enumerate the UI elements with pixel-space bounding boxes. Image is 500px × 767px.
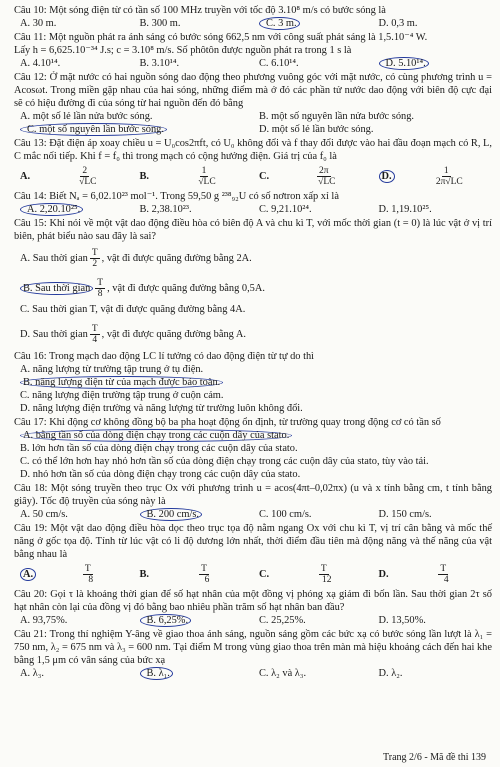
option-d bbox=[373, 166, 493, 187]
question-15 bbox=[14, 217, 492, 349]
question-stem: Câu 12: Ở mặt nước có hai nguồn sóng dao động theo phương vuông góc với mặt nước, có cùng phương trình u = Acosωt. Trong miền gặp nhau của hai sóng, những điểm mà ở đó các phần tử nước dao động với biên độ cực đại sẽ có hiệu đường đi của sóng từ hai nguồn đến đó bằng bbox=[14, 72, 492, 109]
option-c: C. 100 cm/s. bbox=[259, 509, 312, 520]
question-16 bbox=[14, 350, 492, 415]
option-d: D. 150 cm/s. bbox=[378, 509, 432, 520]
option-a: A. 30 m. bbox=[20, 18, 57, 29]
fraction: 2 √LC bbox=[79, 165, 97, 187]
fraction: T 4 bbox=[440, 563, 449, 585]
question-19 bbox=[14, 522, 492, 587]
answer-circle: B. Sau thời gian bbox=[20, 282, 93, 295]
question-20 bbox=[14, 588, 492, 627]
fraction: T 8 bbox=[84, 563, 94, 585]
option-b: B. 3.10¹⁴. bbox=[139, 58, 180, 69]
option-b: B. 300 m. bbox=[139, 18, 181, 29]
option-b: B. 2,38.10²³. bbox=[139, 204, 192, 215]
answer-circle: B. 6,25%. bbox=[140, 614, 192, 627]
fraction: 1 √LC bbox=[198, 165, 216, 187]
option-c: C. 6.10¹⁴. bbox=[259, 58, 299, 69]
option-a: A. 50 cm/s. bbox=[20, 509, 68, 520]
page-footer: Trang 2/6 - Mã đề thi 139 bbox=[383, 752, 486, 763]
option-c: C. λ₂ và λ₃. bbox=[259, 668, 307, 679]
question-21 bbox=[14, 628, 492, 680]
question-14 bbox=[14, 190, 492, 216]
fraction: T 8 bbox=[97, 277, 104, 299]
option-d: D. 0,3 m. bbox=[378, 18, 418, 29]
question-stem: Câu 17: Khi động cơ không đồng bộ ba pha hoạt động ổn định, từ trường quay trong động cơ có tần số bbox=[14, 417, 441, 428]
answer-circle: A. bbox=[20, 568, 36, 581]
option-c bbox=[253, 17, 373, 30]
option-d bbox=[373, 57, 493, 70]
option-b: B. lớn hơn tần số của dòng điện chạy trong các cuộn dây của stato. bbox=[20, 443, 298, 454]
option-c: C. 2π √LC bbox=[253, 166, 373, 187]
question-stem: Câu 21: Trong thí nghiệm Y-âng về giao thoa ánh sáng, nguồn sáng gồm các bức xạ có bước sóng lần lượt là λ₁ = 750 nm, λ₂ = 675 nm và λ₃ = 600 nm. Tại điểm M trong vùng giao thoa trên màn mà hiệu khoảng cách đến hai khe bằng 1,5 μm có vân sáng của bức xạ bbox=[14, 629, 492, 666]
option-c: C. 9,21.10²⁴. bbox=[259, 204, 312, 215]
option-c: C. 25,25%. bbox=[259, 615, 306, 626]
option-d: D. λ₂. bbox=[378, 668, 403, 679]
question-stem: Câu 15: Khi nói về một vật dao động điều hòa có biên độ A và chu kì T, với mốc thời gian (t = 0) là lúc vật ở vị trí biên, phát biểu nào sau đây là sai? bbox=[14, 218, 492, 242]
question-stem: Câu 14: Biết Nₐ = 6,02.10²³ mol⁻¹. Trong 59,50 g ²³⁸₉₂U có số nơtron xấp xỉ là bbox=[14, 191, 339, 202]
option-b bbox=[134, 667, 254, 680]
option-c bbox=[14, 123, 253, 136]
question-stem: Câu 19: Một vật dao động điều hòa dọc theo trục tọa độ nằm ngang Ox với chu kì T, vị trí cân bằng và mốc thế năng ở gốc tọa độ. Tính từ lúc vật có li độ dương lớn nhất, thời điểm đầu tiên mà động năng và thế năng của vật bằng nhau là bbox=[14, 523, 492, 560]
exam-page bbox=[14, 4, 492, 681]
option-c: C. năng lượng điện trường tập trung ở cuộn cảm. bbox=[20, 390, 224, 401]
option-d: D. một số lẻ lần bước sóng. bbox=[259, 124, 374, 135]
answer-circle: D. bbox=[379, 170, 395, 183]
answer-circle: C. 3 m. bbox=[259, 17, 300, 30]
answer-circle: A. 2,20.10²⁵. bbox=[20, 203, 83, 216]
option-c: C. có thể lớn hơn hay nhỏ hơn tần số của dòng điện chạy trong các cuộn dây của stato, tùy vào tải. bbox=[20, 456, 429, 467]
option-d: D. nhỏ hơn tần số của dòng điện chạy trong các cuộn dây của stato. bbox=[20, 469, 301, 480]
option-a: A. 2 √LC bbox=[14, 166, 134, 187]
fraction: 1 2π√LC bbox=[435, 165, 463, 187]
answer-circle: B. năng lượng điện từ của mạch được bảo toàn. bbox=[20, 376, 223, 389]
option-a: A. năng lượng từ trường tập trung ở tụ điện. bbox=[20, 364, 204, 375]
option-b: B. Sau thời gian T 8 , vật đi được quãng đường bằng 0,5A. bbox=[14, 273, 492, 303]
question-stem: Câu 10: Một sóng điện từ có tần số 100 MHz truyền với tốc độ 3.10⁸ m/s có bước sóng là bbox=[14, 5, 386, 16]
option-b bbox=[134, 614, 254, 627]
question-10 bbox=[14, 4, 492, 30]
option-a bbox=[14, 429, 492, 442]
option-a: A. một số lẻ lần nửa bước sóng. bbox=[20, 111, 153, 122]
option-b bbox=[14, 376, 492, 389]
fraction: T 2 bbox=[91, 247, 98, 269]
fraction: T 4 bbox=[91, 323, 98, 345]
option-a: A. 93,75%. bbox=[20, 615, 68, 626]
answer-circle: D. 5.10¹⁴. bbox=[379, 57, 429, 70]
question-stem-line2: Lấy h = 6,625.10⁻³⁴ J.s; c = 3.10⁸ m/s. Số phôtôn được nguồn phát ra trong 1 s là bbox=[14, 45, 352, 56]
option-d: D. năng lượng điện trường và năng lượng từ trường luôn không đổi. bbox=[20, 403, 303, 414]
option-b bbox=[134, 508, 254, 521]
option-d: D. T 4 bbox=[373, 564, 493, 585]
option-c: C. T 12 bbox=[253, 564, 373, 585]
answer-circle: C. một số nguyên lần bước sóng. bbox=[20, 123, 167, 136]
question-stem: Câu 20: Gọi τ là khoảng thời gian để số hạt nhân của một đồng vị phóng xạ giảm đi bốn lần. Sau thời gian 2τ số hạt nhân còn lại của đồng vị đó bằng bao nhiêu phần trăm số hạt nhân ban đầu? bbox=[14, 589, 492, 613]
option-a bbox=[14, 564, 134, 585]
option-a: A. λ₃. bbox=[20, 668, 44, 679]
option-a bbox=[14, 203, 134, 216]
question-12 bbox=[14, 71, 492, 136]
question-18 bbox=[14, 482, 492, 521]
question-stem: Câu 13: Đặt điện áp xoay chiều u = U₀cos2πft, có U₀ không đổi và f thay đổi được vào hai đầu đoạn mạch có R, L, C mắc nối tiếp. Khi f = f₀ thì trong mạch có cộng hưởng điện. Giá trị của f₀ là bbox=[14, 138, 492, 162]
option-d: D. Sau thời gian T 4 , vật đi được quãng đường bằng A. bbox=[20, 323, 246, 345]
option-b: B. T 6 bbox=[134, 564, 254, 585]
question-13 bbox=[14, 137, 492, 189]
question-stem: Câu 16: Trong mạch dao động LC lí tưởng có dao động điện từ tự do thì bbox=[14, 351, 315, 362]
question-stem: Câu 11: Một nguồn phát ra ánh sáng có bước sóng 662,5 nm với công suất phát sáng là 1,5.10⁻⁴ W. bbox=[14, 32, 428, 43]
option-b: B. 1 √LC bbox=[134, 166, 254, 187]
answer-circle: B. λ₁. bbox=[140, 667, 173, 680]
option-d: D. 13,50%. bbox=[378, 615, 426, 626]
option-b: B. một số nguyên lần nửa bước sóng. bbox=[259, 111, 414, 122]
answer-circle: B. 200 cm/s. bbox=[140, 508, 203, 521]
fraction: 2π √LC bbox=[318, 165, 336, 187]
question-11 bbox=[14, 31, 492, 70]
option-a: A. 4.10¹⁴. bbox=[20, 58, 61, 69]
option-c: C. Sau thời gian T, vật đi được quãng đường bằng 4A. bbox=[20, 304, 246, 315]
question-stem: Câu 18: Một sóng truyền theo trục Ox với phương trình u = acos(4πt–0,02πx) (u và x tính bằng cm, t tính bằng giây). Tốc độ truyền của sóng này là bbox=[14, 483, 492, 507]
option-d: D. 1,19.10²⁵. bbox=[378, 204, 432, 215]
answer-circle: A. bằng tần số của dòng điện chạy trong các cuộn dây của stato. bbox=[20, 429, 292, 442]
fraction: T 6 bbox=[201, 563, 210, 585]
question-17 bbox=[14, 416, 492, 481]
option-a: A. Sau thời gian T 2 , vật đi được quãng đường bằng 2A. bbox=[20, 247, 252, 269]
fraction: T 12 bbox=[320, 563, 332, 585]
